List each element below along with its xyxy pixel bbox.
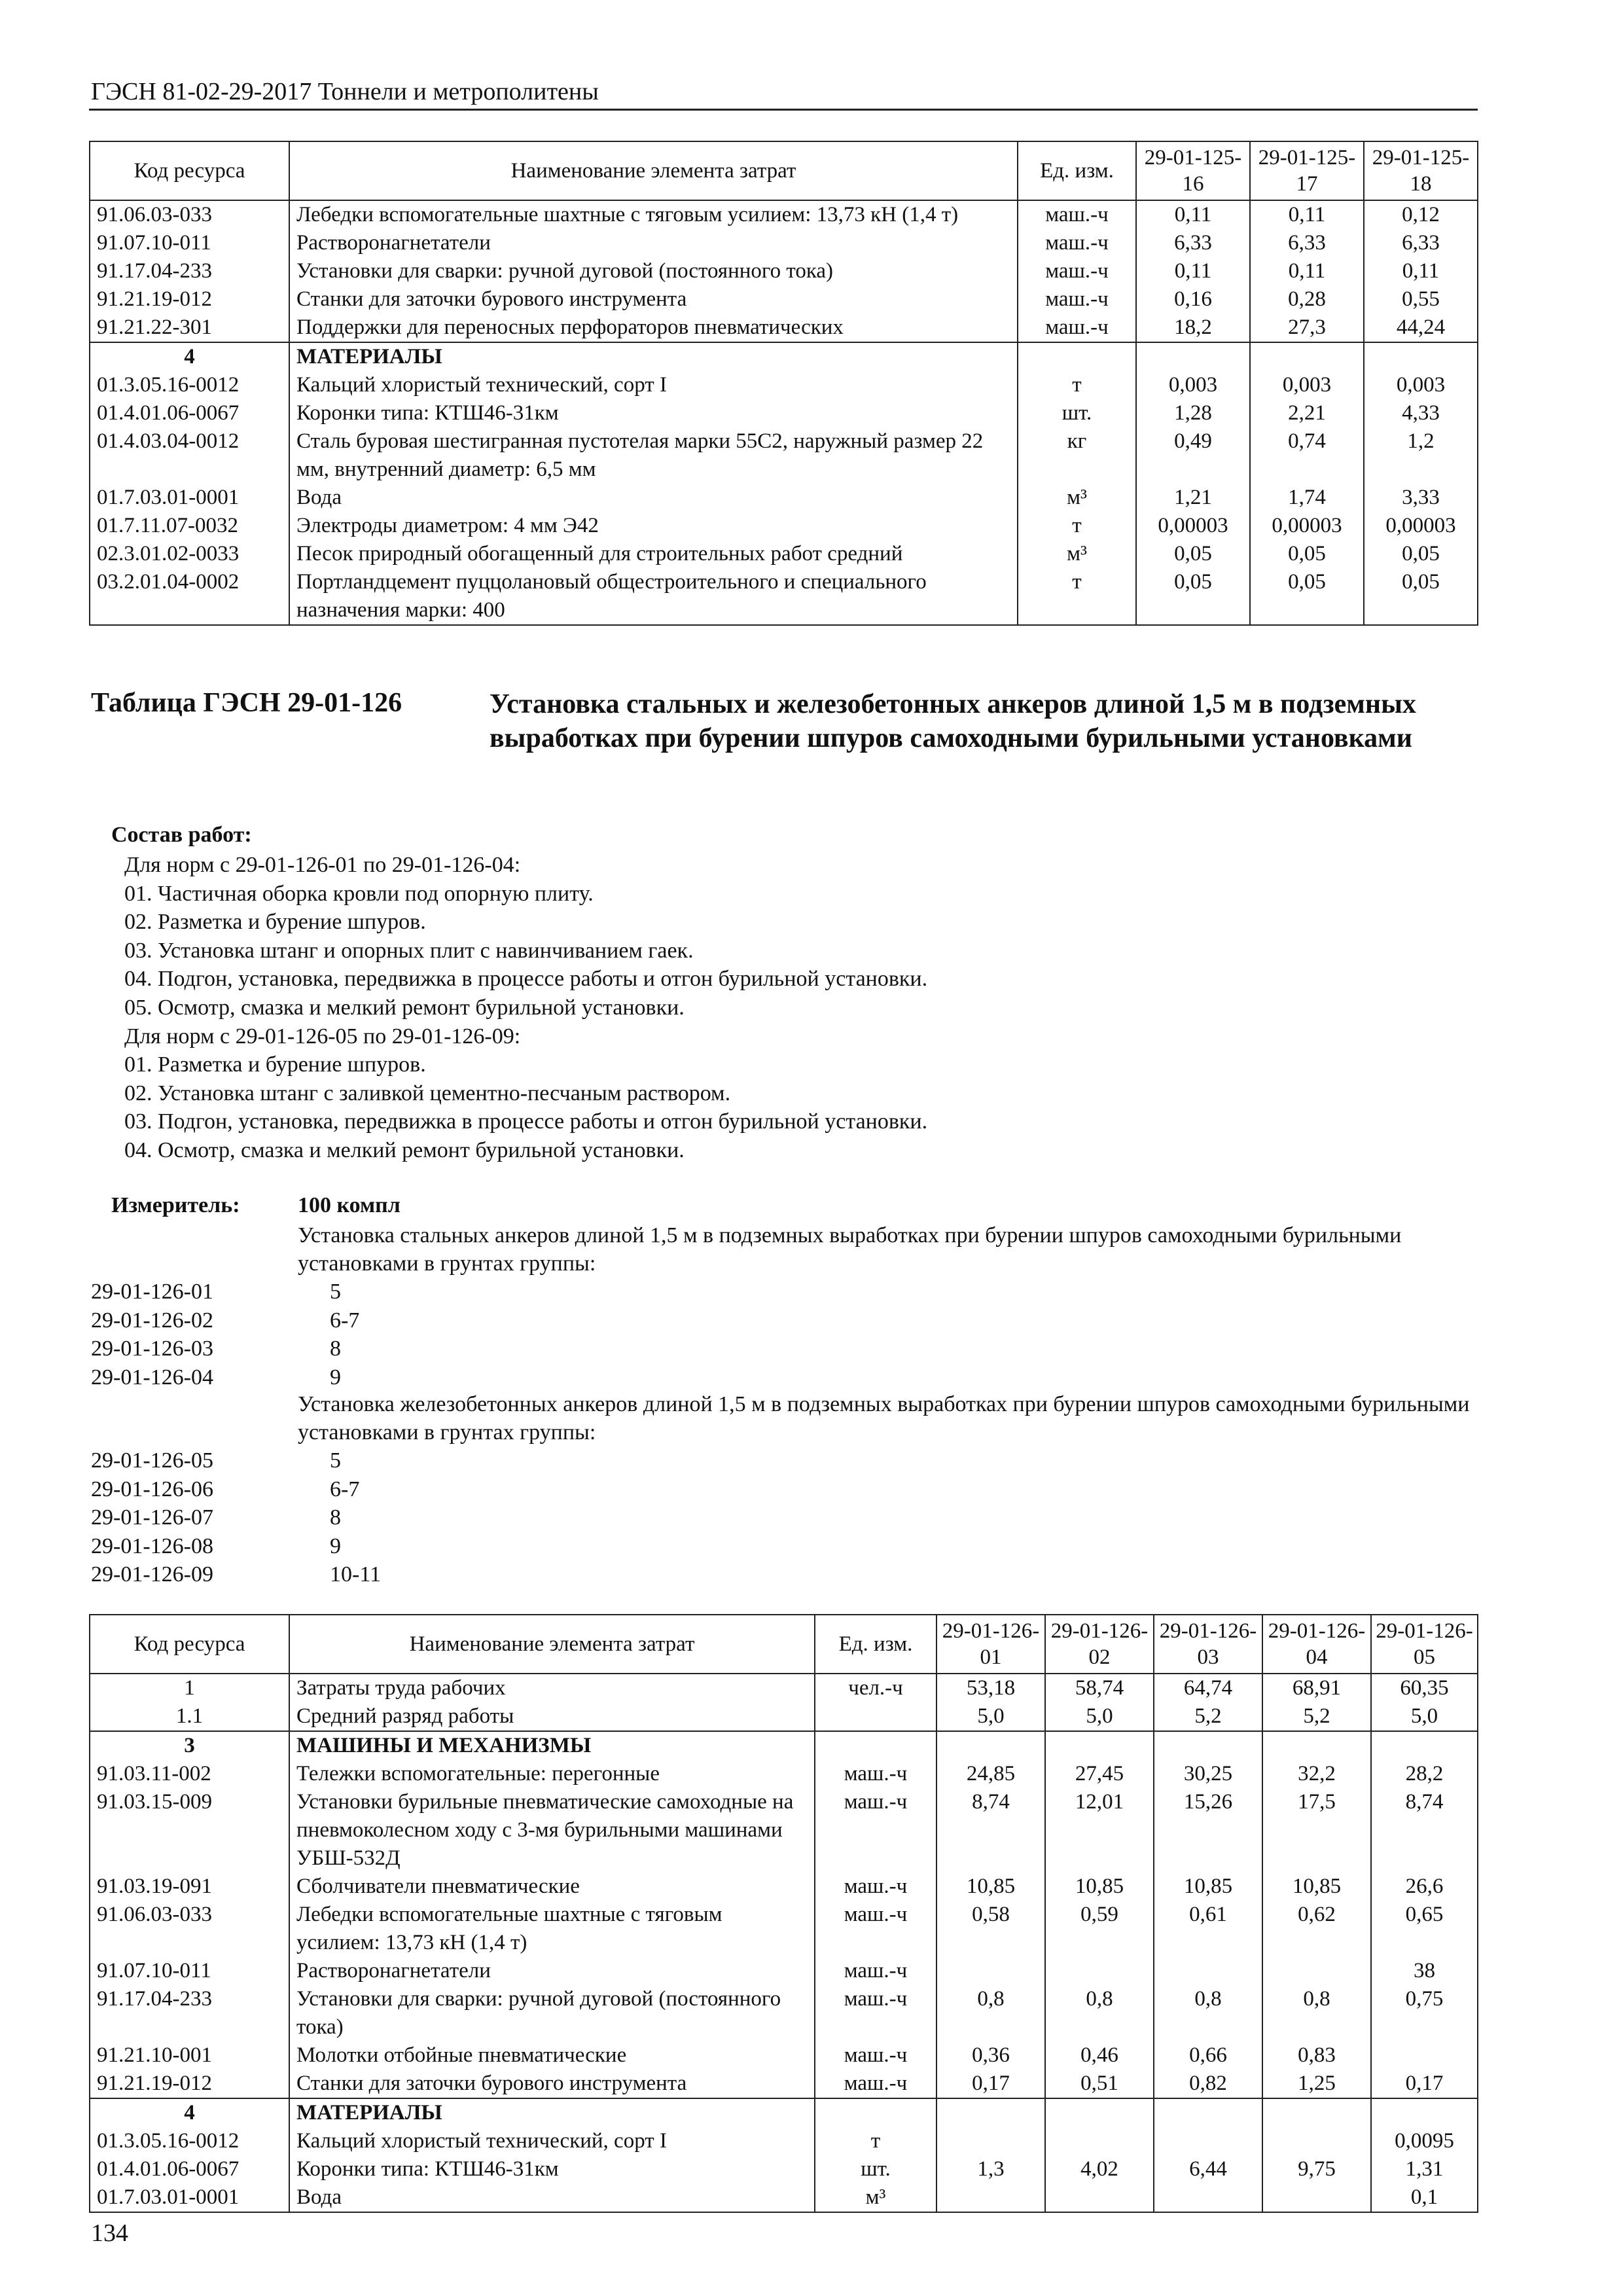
work-step: 04. Подгон, установка, передвижка в процессе работы и отгон бурильной установки. bbox=[124, 967, 928, 992]
table-row bbox=[90, 257, 1478, 285]
norm-value: 0,74 bbox=[1250, 427, 1364, 484]
header-name: Наименование элемента затрат bbox=[289, 141, 1018, 200]
table-row bbox=[90, 2183, 1478, 2212]
norm-value: 0,12 bbox=[1364, 200, 1478, 229]
unit-of-measure: шт. bbox=[815, 2155, 936, 2183]
section-row bbox=[90, 342, 1478, 371]
norm-value: 15,26 bbox=[1154, 1788, 1262, 1873]
table-row bbox=[90, 200, 1478, 229]
unit-of-measure: м³ bbox=[1018, 540, 1136, 568]
norm-value bbox=[1262, 2127, 1371, 2155]
unit-of-measure bbox=[815, 1731, 936, 1760]
resource-name: Растворонагнетатели bbox=[289, 229, 1018, 257]
norm-value: 10,85 bbox=[1262, 1873, 1371, 1901]
soil-group: 8 bbox=[330, 1336, 341, 1361]
norm-value: 6,44 bbox=[1154, 2155, 1262, 2183]
norm-code: 29-01-126-03 bbox=[91, 1336, 213, 1361]
norm-value: 9,75 bbox=[1262, 2155, 1371, 2183]
soil-group: 9 bbox=[330, 1534, 341, 1558]
unit-of-measure: т bbox=[1018, 371, 1136, 399]
header-norm: 29-01-126-04 bbox=[1262, 1615, 1371, 1674]
resource-code: 3 bbox=[90, 1731, 289, 1760]
norm-value: 0,8 bbox=[1262, 1985, 1371, 2041]
norm-value: 38 bbox=[1371, 1957, 1478, 1985]
norm-value: 12,01 bbox=[1045, 1788, 1154, 1873]
unit-of-measure: т bbox=[815, 2127, 936, 2155]
norm-value: 0,83 bbox=[1262, 2041, 1371, 2070]
norm-value: 0,1 bbox=[1371, 2183, 1478, 2212]
table-row bbox=[90, 568, 1478, 625]
norm-value bbox=[936, 1957, 1045, 1985]
resource-name: Установки для сварки: ручной дуговой (постоянного тока) bbox=[289, 257, 1018, 285]
resource-code: 03.2.01.04-0002 bbox=[90, 568, 289, 625]
header-norm: 29-01-125-16 bbox=[1136, 141, 1250, 200]
resource-name: Сболчиватели пневматические bbox=[289, 1873, 815, 1901]
resource-code: 91.06.03-033 bbox=[90, 200, 289, 229]
norm-value: 0,11 bbox=[1136, 257, 1250, 285]
norm-value bbox=[1250, 342, 1364, 371]
norm-value: 2,21 bbox=[1250, 399, 1364, 427]
table-row bbox=[90, 2070, 1478, 2098]
norm-value: 6,33 bbox=[1364, 229, 1478, 257]
norm-value: 0,05 bbox=[1136, 540, 1250, 568]
unit-of-measure: маш.-ч bbox=[815, 1788, 936, 1873]
unit-of-measure: м³ bbox=[1018, 484, 1136, 512]
norm-value: 5,0 bbox=[1045, 1702, 1154, 1731]
work-step: 01. Частичная оборка кровли под опорную плиту. bbox=[124, 881, 594, 906]
norm-value: 0,00003 bbox=[1136, 512, 1250, 540]
work-step: 04. Осмотр, смазка и мелкий ремонт бурильной установки. bbox=[124, 1138, 685, 1162]
header-name: Наименование элемента затрат bbox=[289, 1615, 815, 1674]
table-row bbox=[90, 1702, 1478, 1731]
work-step: 05. Осмотр, смазка и мелкий ремонт бурильной установки. bbox=[124, 995, 685, 1020]
unit-of-measure: маш.-ч bbox=[815, 1957, 936, 1985]
header-norm: 29-01-126-05 bbox=[1371, 1615, 1478, 1674]
soil-group: 6-7 bbox=[330, 1477, 360, 1501]
unit-of-measure: шт. bbox=[1018, 399, 1136, 427]
norm-code: 29-01-126-07 bbox=[91, 1505, 213, 1530]
norm-value: 1,2 bbox=[1364, 427, 1478, 484]
norm-value bbox=[1262, 2098, 1371, 2127]
resource-code: 4 bbox=[90, 2098, 289, 2127]
resource-code: 4 bbox=[90, 342, 289, 371]
norm-value: 6,33 bbox=[1136, 229, 1250, 257]
norm-value bbox=[1262, 1957, 1371, 1985]
meter-unit: 100 компл bbox=[298, 1193, 401, 1217]
norm-value: 0,05 bbox=[1250, 540, 1364, 568]
resource-code: 01.3.05.16-0012 bbox=[90, 371, 289, 399]
norm-value bbox=[1371, 1731, 1478, 1760]
soil-group: 8 bbox=[330, 1505, 341, 1530]
norm-value bbox=[1045, 2127, 1154, 2155]
resource-name: Тележки вспомогательные: перегонные bbox=[289, 1760, 815, 1788]
resource-name: Лебедки вспомогательные шахтные с тяговым усилием: 13,73 кН (1,4 т) bbox=[289, 1901, 815, 1957]
resource-name: Кальций хлористый технический, сорт I bbox=[289, 2127, 815, 2155]
unit-of-measure: маш.-ч bbox=[815, 1985, 936, 2041]
soil-group: 5 bbox=[330, 1448, 341, 1473]
resource-code: 02.3.01.02-0033 bbox=[90, 540, 289, 568]
header-unit: Ед. изм. bbox=[1018, 141, 1136, 200]
norm-value: 30,25 bbox=[1154, 1760, 1262, 1788]
norm-value: 0,003 bbox=[1136, 371, 1250, 399]
unit-of-measure bbox=[1018, 342, 1136, 371]
resource-code: 91.17.04-233 bbox=[90, 257, 289, 285]
unit-of-measure: кг bbox=[1018, 427, 1136, 484]
table-row bbox=[90, 285, 1478, 314]
unit-of-measure: т bbox=[1018, 568, 1136, 625]
norm-value: 0,82 bbox=[1154, 2070, 1262, 2098]
table-row bbox=[90, 1957, 1478, 1985]
resource-name: МАТЕРИАЛЫ bbox=[289, 342, 1018, 371]
norm-value: 0,66 bbox=[1154, 2041, 1262, 2070]
unit-of-measure: маш.-ч bbox=[815, 1901, 936, 1957]
resource-name: Средний разряд работы bbox=[289, 1702, 815, 1731]
norm-code: 29-01-126-09 bbox=[91, 1562, 213, 1587]
resource-name: МАТЕРИАЛЫ bbox=[289, 2098, 815, 2127]
table-row bbox=[90, 427, 1478, 484]
norm-value: 8,74 bbox=[936, 1788, 1045, 1873]
norm-value: 27,3 bbox=[1250, 314, 1364, 342]
running-header: ГЭСН 81-02-29-2017 Тоннели и метрополитены bbox=[91, 78, 599, 105]
norm-value: 0,003 bbox=[1250, 371, 1364, 399]
unit-of-measure: маш.-ч bbox=[1018, 200, 1136, 229]
norm-value: 26,6 bbox=[1371, 1873, 1478, 1901]
resource-code: 91.06.03-033 bbox=[90, 1901, 289, 1957]
meter-label: Измеритель: bbox=[111, 1193, 240, 1217]
norm-value: 0,8 bbox=[936, 1985, 1045, 2041]
header-norm: 29-01-125-17 bbox=[1250, 141, 1364, 200]
table-row bbox=[90, 2127, 1478, 2155]
header-norm: 29-01-126-01 bbox=[936, 1615, 1045, 1674]
section-row bbox=[90, 1731, 1478, 1760]
work-step: Для норм с 29-01-126-05 по 29-01-126-09: bbox=[124, 1024, 521, 1049]
header-norm: 29-01-125-18 bbox=[1364, 141, 1478, 200]
table-row bbox=[90, 399, 1478, 427]
norm-value bbox=[1045, 1731, 1154, 1760]
norm-value: 0,59 bbox=[1045, 1901, 1154, 1957]
page-number: 134 bbox=[91, 2219, 128, 2247]
resource-name: Вода bbox=[289, 2183, 815, 2212]
norm-value: 4,33 bbox=[1364, 399, 1478, 427]
resource-name: Сталь буровая шестигранная пустотелая марки 55С2, наружный размер 22 мм, внутренний диаметр: 6,5 мм bbox=[289, 427, 1018, 484]
norm-value: 0,46 bbox=[1045, 2041, 1154, 2070]
norm-value: 0,61 bbox=[1154, 1901, 1262, 1957]
table-row bbox=[90, 512, 1478, 540]
norm-value: 1,74 bbox=[1250, 484, 1364, 512]
norm-value: 0,11 bbox=[1250, 257, 1364, 285]
unit-of-measure: маш.-ч bbox=[1018, 229, 1136, 257]
norm-value bbox=[936, 2183, 1045, 2212]
norm-value: 1,21 bbox=[1136, 484, 1250, 512]
norm-value: 10,85 bbox=[1154, 1873, 1262, 1901]
resource-code: 91.03.19-091 bbox=[90, 1873, 289, 1901]
header-norm: 29-01-126-02 bbox=[1045, 1615, 1154, 1674]
norm-value bbox=[1154, 1731, 1262, 1760]
resource-code: 01.4.03.04-0012 bbox=[90, 427, 289, 484]
norm-value bbox=[936, 2098, 1045, 2127]
norm-value: 1,3 bbox=[936, 2155, 1045, 2183]
soil-group: 5 bbox=[330, 1280, 341, 1304]
norm-value bbox=[1154, 2183, 1262, 2212]
unit-of-measure: т bbox=[1018, 512, 1136, 540]
soil-group: 10-11 bbox=[330, 1562, 382, 1587]
resource-name: Коронки типа: КТШ46-31км bbox=[289, 399, 1018, 427]
norm-value bbox=[1371, 2041, 1478, 2070]
table-row bbox=[90, 2155, 1478, 2183]
resource-name: Станки для заточки бурового инструмента bbox=[289, 285, 1018, 314]
norm-value: 18,2 bbox=[1136, 314, 1250, 342]
table-caption: Установка стальных и железобетонных анкеров длиной 1,5 м в подземных выработках при бурении шпуров самоходными бурильными установками bbox=[490, 689, 1416, 753]
norm-value: 58,74 bbox=[1045, 1674, 1154, 1702]
norm-value: 3,33 bbox=[1364, 484, 1478, 512]
resource-name: Портландцемент пуццолановый общестроительного и специального назначения марки: 400 bbox=[289, 568, 1018, 625]
norm-value bbox=[936, 2127, 1045, 2155]
table-row bbox=[90, 484, 1478, 512]
header-unit: Ед. изм. bbox=[815, 1615, 936, 1674]
works-list bbox=[124, 851, 927, 1165]
norm-value: 0,00003 bbox=[1250, 512, 1364, 540]
work-step: 02. Разметка и бурение шпуров. bbox=[124, 910, 426, 935]
unit-of-measure: маш.-ч bbox=[1018, 257, 1136, 285]
norm-group-description: Установка стальных анкеров длиной 1,5 м в подземных выработках при бурении шпуров самоходными бурильными установками в грунтах группы: bbox=[298, 1223, 1402, 1276]
unit-of-measure bbox=[815, 1702, 936, 1731]
table-row bbox=[90, 1901, 1478, 1957]
resource-table-126 bbox=[89, 1614, 1478, 2213]
header-code: Код ресурса bbox=[90, 1615, 289, 1674]
norm-value bbox=[1045, 1957, 1154, 1985]
norm-value: 0,05 bbox=[1250, 568, 1364, 625]
soil-group: 9 bbox=[330, 1365, 341, 1390]
norm-value: 0,8 bbox=[1154, 1985, 1262, 2041]
norm-code: 29-01-126-05 bbox=[91, 1448, 213, 1473]
table-row bbox=[90, 1873, 1478, 1901]
resource-name: Песок природный обогащенный для строительных работ средний bbox=[289, 540, 1018, 568]
norm-value: 1,31 bbox=[1371, 2155, 1478, 2183]
norm-code: 29-01-126-06 bbox=[91, 1477, 213, 1501]
table-row bbox=[90, 540, 1478, 568]
resource-code: 01.7.11.07-0032 bbox=[90, 512, 289, 540]
resource-code: 91.03.15-009 bbox=[90, 1788, 289, 1873]
norm-value: 0,17 bbox=[1371, 2070, 1478, 2098]
table-row bbox=[90, 314, 1478, 342]
norm-value bbox=[1262, 1731, 1371, 1760]
norm-value: 0,62 bbox=[1262, 1901, 1371, 1957]
resource-name: МАШИНЫ И МЕХАНИЗМЫ bbox=[289, 1731, 815, 1760]
norm-value bbox=[1262, 2183, 1371, 2212]
resource-name: Станки для заточки бурового инструмента bbox=[289, 2070, 815, 2098]
work-step: 02. Установка штанг с заливкой цементно-песчаным раствором. bbox=[124, 1081, 731, 1105]
resource-code: 91.21.10-001 bbox=[90, 2041, 289, 2070]
resource-name: Вода bbox=[289, 484, 1018, 512]
norm-value: 0,0095 bbox=[1371, 2127, 1478, 2155]
resource-code: 91.21.19-012 bbox=[90, 285, 289, 314]
unit-of-measure: маш.-ч bbox=[815, 2041, 936, 2070]
norm-value: 0,11 bbox=[1250, 200, 1364, 229]
unit-of-measure: маш.-ч bbox=[1018, 285, 1136, 314]
resource-code: 91.21.19-012 bbox=[90, 2070, 289, 2098]
norm-value: 64,74 bbox=[1154, 1674, 1262, 1702]
table-row bbox=[90, 371, 1478, 399]
resource-name: Кальций хлористый технический, сорт I bbox=[289, 371, 1018, 399]
work-step: 03. Установка штанг и опорных плит с навинчиванием гаек. bbox=[124, 938, 694, 963]
norm-value: 10,85 bbox=[936, 1873, 1045, 1901]
norm-value: 0,36 bbox=[936, 2041, 1045, 2070]
table-row bbox=[90, 1760, 1478, 1788]
norm-value: 0,65 bbox=[1371, 1901, 1478, 1957]
norm-value: 0,16 bbox=[1136, 285, 1250, 314]
norm-value: 32,2 bbox=[1262, 1760, 1371, 1788]
resource-code: 1.1 bbox=[90, 1702, 289, 1731]
resource-name: Установки бурильные пневматические самоходные на пневмоколесном ходу с 3-мя бурильными машинами УБШ-532Д bbox=[289, 1788, 815, 1873]
resource-code: 91.17.04-233 bbox=[90, 1985, 289, 2041]
work-step: 03. Подгон, установка, передвижка в процессе работы и отгон бурильной установки. bbox=[124, 1109, 928, 1134]
resource-code: 01.3.05.16-0012 bbox=[90, 2127, 289, 2155]
resource-name: Затраты труда рабочих bbox=[289, 1674, 815, 1702]
header-rule bbox=[89, 109, 1478, 111]
table-header-row bbox=[90, 1615, 1478, 1674]
resource-code: 01.4.01.06-0067 bbox=[90, 399, 289, 427]
norm-value: 28,2 bbox=[1371, 1760, 1478, 1788]
table-header-row bbox=[90, 141, 1478, 200]
norm-value: 5,0 bbox=[1371, 1702, 1478, 1731]
norm-value: 53,18 bbox=[936, 1674, 1045, 1702]
norm-value: 0,05 bbox=[1136, 568, 1250, 625]
soil-group: 6-7 bbox=[330, 1308, 360, 1333]
table-number: Таблица ГЭСН 29-01-126 bbox=[91, 688, 402, 718]
norm-value: 0,05 bbox=[1364, 540, 1478, 568]
unit-of-measure: маш.-ч bbox=[1018, 314, 1136, 342]
norm-value: 44,24 bbox=[1364, 314, 1478, 342]
norm-value: 0,51 bbox=[1045, 2070, 1154, 2098]
norm-value: 0,05 bbox=[1364, 568, 1478, 625]
norm-value: 1,28 bbox=[1136, 399, 1250, 427]
norm-value: 0,49 bbox=[1136, 427, 1250, 484]
norm-value bbox=[936, 1731, 1045, 1760]
norm-value: 5,2 bbox=[1154, 1702, 1262, 1731]
norm-value bbox=[1364, 342, 1478, 371]
resource-name: Растворонагнетатели bbox=[289, 1957, 815, 1985]
table-row bbox=[90, 229, 1478, 257]
norm-value: 0,003 bbox=[1364, 371, 1478, 399]
work-step: Для норм с 29-01-126-01 по 29-01-126-04: bbox=[124, 853, 521, 877]
norm-value: 0,75 bbox=[1371, 1985, 1478, 2041]
norm-value: 60,35 bbox=[1371, 1674, 1478, 1702]
norm-value: 5,2 bbox=[1262, 1702, 1371, 1731]
resource-name: Молотки отбойные пневматические bbox=[289, 2041, 815, 2070]
resource-code: 91.07.10-011 bbox=[90, 1957, 289, 1985]
resource-name: Установки для сварки: ручной дуговой (постоянного тока) bbox=[289, 1985, 815, 2041]
norm-value: 6,33 bbox=[1250, 229, 1364, 257]
norm-value: 0,17 bbox=[936, 2070, 1045, 2098]
resource-code: 91.03.11-002 bbox=[90, 1760, 289, 1788]
norm-value bbox=[1154, 1957, 1262, 1985]
norm-value bbox=[1045, 2183, 1154, 2212]
resource-code: 1 bbox=[90, 1674, 289, 1702]
unit-of-measure: маш.-ч bbox=[815, 1873, 936, 1901]
unit-of-measure: маш.-ч bbox=[815, 2070, 936, 2098]
norm-value bbox=[1154, 2098, 1262, 2127]
norm-value: 0,11 bbox=[1364, 257, 1478, 285]
norm-value bbox=[1154, 2127, 1262, 2155]
norm-code: 29-01-126-08 bbox=[91, 1534, 213, 1558]
table-row bbox=[90, 2041, 1478, 2070]
resource-code: 01.7.03.01-0001 bbox=[90, 484, 289, 512]
norm-value: 0,11 bbox=[1136, 200, 1250, 229]
norm-value: 27,45 bbox=[1045, 1760, 1154, 1788]
norm-value bbox=[1371, 2098, 1478, 2127]
norm-value: 24,85 bbox=[936, 1760, 1045, 1788]
norm-value: 1,25 bbox=[1262, 2070, 1371, 2098]
header-code: Код ресурса bbox=[90, 141, 289, 200]
norm-value: 0,55 bbox=[1364, 285, 1478, 314]
norm-code: 29-01-126-04 bbox=[91, 1365, 213, 1390]
unit-of-measure: маш.-ч bbox=[815, 1760, 936, 1788]
resource-name: Поддержки для переносных перфораторов пневматических bbox=[289, 314, 1018, 342]
norm-value: 5,0 bbox=[936, 1702, 1045, 1731]
norm-value: 17,5 bbox=[1262, 1788, 1371, 1873]
works-heading: Состав работ: bbox=[111, 823, 252, 847]
unit-of-measure bbox=[815, 2098, 936, 2127]
section-row bbox=[90, 2098, 1478, 2127]
norm-value bbox=[1136, 342, 1250, 371]
norm-group-description: Установка железобетонных анкеров длиной 1,5 м в подземных выработках при бурении шпуров самоходными бурильными установками в грунтах группы: bbox=[298, 1392, 1470, 1444]
resource-table-125 bbox=[89, 141, 1478, 626]
norm-code: 29-01-126-02 bbox=[91, 1308, 213, 1333]
header-norm: 29-01-126-03 bbox=[1154, 1615, 1262, 1674]
resource-name: Коронки типа: КТШ46-31км bbox=[289, 2155, 815, 2183]
resource-code: 01.7.03.01-0001 bbox=[90, 2183, 289, 2212]
norm-value: 10,85 bbox=[1045, 1873, 1154, 1901]
resource-code: 91.21.22-301 bbox=[90, 314, 289, 342]
norm-value: 68,91 bbox=[1262, 1674, 1371, 1702]
table-row bbox=[90, 1985, 1478, 2041]
resource-code: 01.4.01.06-0067 bbox=[90, 2155, 289, 2183]
norm-code: 29-01-126-01 bbox=[91, 1280, 213, 1304]
norm-value: 0,58 bbox=[936, 1901, 1045, 1957]
table-row bbox=[90, 1788, 1478, 1873]
resource-code: 91.07.10-011 bbox=[90, 229, 289, 257]
norm-value: 4,02 bbox=[1045, 2155, 1154, 2183]
table-row bbox=[90, 1674, 1478, 1702]
norm-value: 8,74 bbox=[1371, 1788, 1478, 1873]
resource-name: Электроды диаметром: 4 мм Э42 bbox=[289, 512, 1018, 540]
norm-value: 0,00003 bbox=[1364, 512, 1478, 540]
norm-value: 0,28 bbox=[1250, 285, 1364, 314]
unit-of-measure: чел.-ч bbox=[815, 1674, 936, 1702]
resource-name: Лебедки вспомогательные шахтные с тяговым усилием: 13,73 кН (1,4 т) bbox=[289, 200, 1018, 229]
norm-value: 0,8 bbox=[1045, 1985, 1154, 2041]
unit-of-measure: м³ bbox=[815, 2183, 936, 2212]
work-step: 01. Разметка и бурение шпуров. bbox=[124, 1052, 426, 1077]
norm-value bbox=[1045, 2098, 1154, 2127]
